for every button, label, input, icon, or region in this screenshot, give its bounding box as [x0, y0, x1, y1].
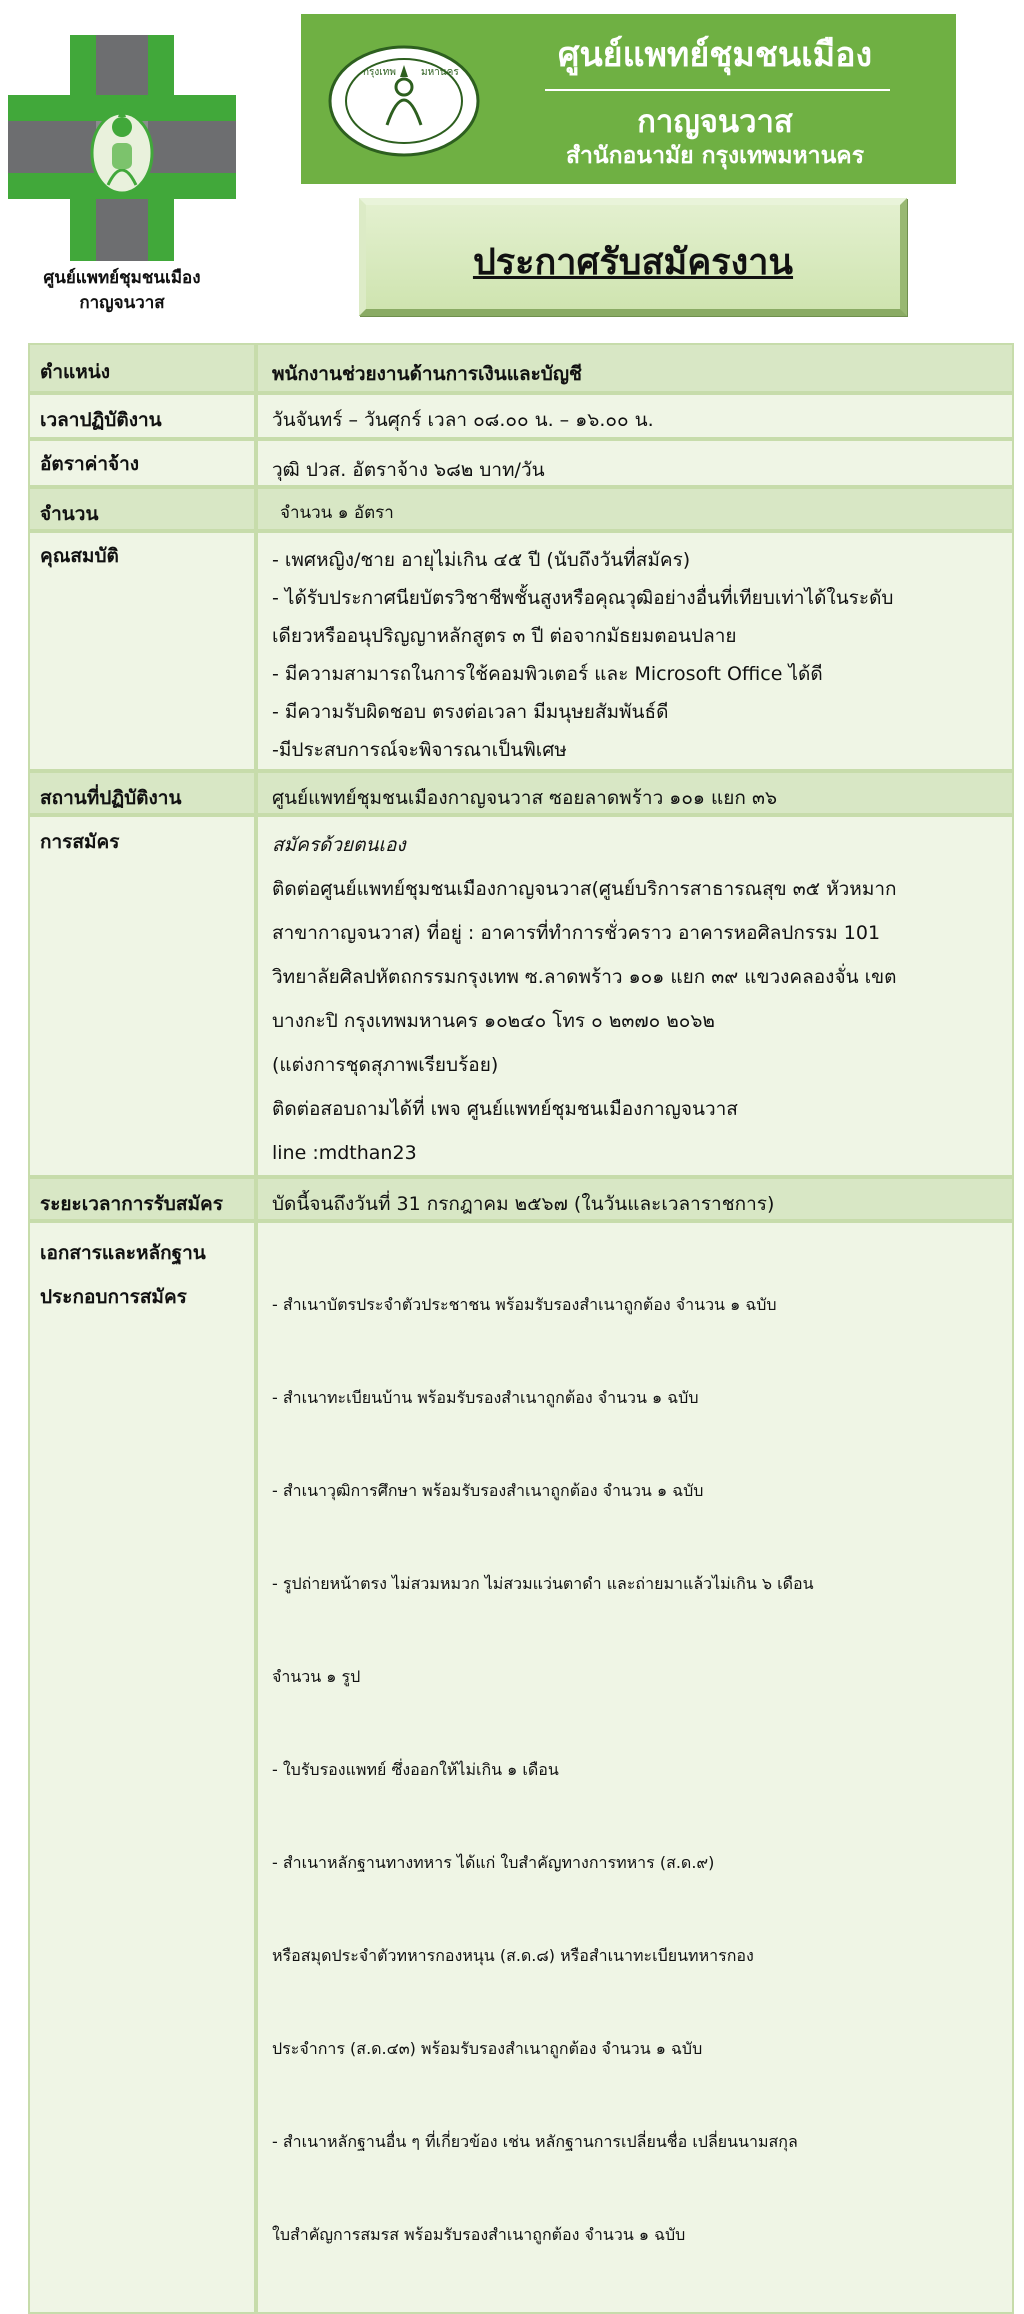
logo-caption [8, 266, 236, 316]
table-row-documents [28, 1221, 1014, 2314]
list-item: จำนวน ๑ รูป [272, 1667, 361, 1686]
list-item: ใบสำคัญการสมรส พร้อมรับรองสำเนาถูกต้อง จำนวน ๑ ฉบับ [272, 2225, 686, 2244]
list-item: ติดต่อสอบถามได้ที่ เพจ ศูนย์แพทย์ชุมชนเมืองกาญจนวาส [272, 1098, 738, 1120]
wage-label: อัตราค่าจ้าง [40, 453, 140, 475]
list-item: วิทยาลัยศิลปหัตถกรรมกรุงเทพ ซ.ลาดพร้าว ๑๐๑ แยก ๓๙ แขวงคลองจั่น เขต [272, 966, 897, 988]
position-value: พนักงานช่วยงานด้านการเงินและบัญชี [272, 363, 582, 385]
list-item: - สำเนาวุฒิการศึกษา พร้อมรับรองสำเนาถูกต้อง จำนวน ๑ ฉบับ [272, 1481, 704, 1500]
list-item: - มีความสามารถในการใช้คอมพิวเตอร์ และ Microsoft Office ได้ดี [272, 663, 823, 685]
bangkok-seal-icon [327, 45, 481, 157]
list-item: ติดต่อศูนย์แพทย์ชุมชนเมืองกาญจนวาส(ศูนย์บริการสาธารณสุข ๓๕ หัวหมาก [272, 878, 897, 900]
list-item: - สำเนาหลักฐานทางทหาร ได้แก่ ใบสำคัญทางการทหาร (ส.ด.๙) [272, 1853, 715, 1872]
seal-text-right: มหานคร [421, 67, 459, 78]
list-item: ประจำการ (ส.ด.๔๓) พร้อมรับรองสำเนาถูกต้อง จำนวน ๑ ฉบับ [272, 2039, 703, 2058]
list-item: - สำเนาบัตรประจำตัวประชาชน พร้อมรับรองสำเนาถูกต้อง จำนวน ๑ ฉบับ [272, 1295, 777, 1314]
table-row-wage [28, 439, 1014, 487]
count-value: จำนวน ๑ อัตรา [280, 503, 394, 523]
list-item: (แต่งการชุดสุภาพเรียบร้อย) [272, 1054, 499, 1076]
list-item: - รูปถ่ายหน้าตรง ไม่สวมหมวก ไม่สวมแว่นตาดำ และถ่ายมาแล้วไม่เกิน ๖ เดือน [272, 1574, 814, 1593]
table-row-count [28, 487, 1014, 531]
count-label: จำนวน [40, 503, 99, 525]
application-period-label: ระยะเวลาการรับสมัคร [40, 1193, 223, 1215]
logo-caption-line2: กาญจนวาส [79, 293, 165, 313]
table-row-workplace [28, 771, 1014, 815]
list-item: หรือสมุดประจำตัวทหารกองหนุน (ส.ด.๘) หรือสำเนาทะเบียนทหารกอง [272, 1946, 754, 1965]
job-details-table [28, 343, 1014, 2314]
list-item: - ได้รับประกาศนียบัตรวิชาชีพชั้นสูงหรือคุณวุฒิอย่างอื่นที่เทียบเท่าได้ในระดับ [272, 587, 894, 609]
health-center-cross-logo [8, 35, 236, 261]
announcement-title: ประกาศรับสมัครงาน [472, 242, 794, 283]
application-method: สมัครด้วยตนเอง [272, 834, 406, 856]
table-row-qualifications [28, 531, 1014, 771]
table-row-application-period [28, 1177, 1014, 1221]
workplace-label: สถานที่ปฏิบัติงาน [40, 787, 182, 809]
list-item: สาขากาญจนวาส) ที่อยู่ : อาคารที่ทำการชั่วคราว อาคารหอศิลปกรรม 101 [272, 922, 881, 944]
line-contact: line :mdthan23 [272, 1142, 417, 1164]
documents-label: เอกสารและหลักฐาน [40, 1242, 206, 1264]
workplace-value: ศูนย์แพทย์ชุมชนเมืองกาญจนวาส ซอยลาดพร้าว ๑๐๑ แยก ๓๖ [272, 787, 778, 809]
list-item: - ใบรับรองแพทย์ ซึ่งออกให้ไม่เกิน ๑ เดือน [272, 1760, 559, 1779]
list-item: - เพศหญิง/ชาย อายุไม่เกิน ๔๕ ปี (นับถึงวันที่สมัคร) [272, 549, 691, 571]
list-item: เดียวหรืออนุปริญญาหลักสูตร ๓ ปี ต่อจากมัธยมตอนปลาย [272, 625, 737, 647]
table-row-application [28, 815, 1014, 1177]
working-hours-label: เวลาปฏิบัติงาน [40, 409, 162, 431]
qualifications-label: คุณสมบัติ [40, 545, 119, 567]
application-label: การสมัคร [40, 831, 120, 853]
table-row-position [28, 343, 1014, 393]
table-row-working-hours [28, 393, 1014, 439]
logo-caption-line1: ศูนย์แพทย์ชุมชนเมือง [43, 268, 201, 288]
list-item: - มีความรับผิดชอบ ตรงต่อเวลา มีมนุษยสัมพันธ์ดี [272, 701, 669, 723]
documents-label-line2: ประกอบการสมัคร [40, 1286, 187, 1308]
banner-subtitle: สำนักอนามัย กรุงเทพมหานคร [565, 143, 865, 169]
application-period-value: บัดนี้จนถึงวันที่ 31 กรกฎาคม ๒๕๖๗ (ในวันและเวลาราชการ) [272, 1193, 775, 1215]
wage-value: วุฒิ ปวส. อัตราจ้าง ๖๘๒ บาท/วัน [272, 459, 545, 481]
banner-divider [545, 89, 890, 91]
list-item: -มีประสบการณ์จะพิจารณาเป็นพิเศษ [272, 739, 567, 761]
list-item: บางกะปิ กรุงเทพมหานคร ๑๐๒๔๐ โทร ๐ ๒๓๗๐ ๒๐๖๒ [272, 1010, 715, 1032]
working-hours-value: วันจันทร์ – วันศุกร์ เวลา ๐๘.๐๐ น. – ๑๖.๐๐ น. [272, 409, 654, 431]
banner-title-line2: กาญจนวาส [637, 104, 793, 140]
announcement-box [359, 198, 907, 316]
list-item: - สำเนาหลักฐานอื่น ๆ ที่เกี่ยวข้อง เช่น หลักฐานการเปลี่ยนชื่อ เปลี่ยนนามสกุล [272, 2132, 798, 2151]
banner-title-line1: ศูนย์แพทย์ชุมชนเมือง [557, 35, 873, 75]
list-item: - สำเนาทะเบียนบ้าน พร้อมรับรองสำเนาถูกต้อง จำนวน ๑ ฉบับ [272, 1388, 699, 1407]
seal-text-left: กรุงเทพ [363, 67, 396, 78]
position-label: ตำแหน่ง [40, 361, 111, 383]
